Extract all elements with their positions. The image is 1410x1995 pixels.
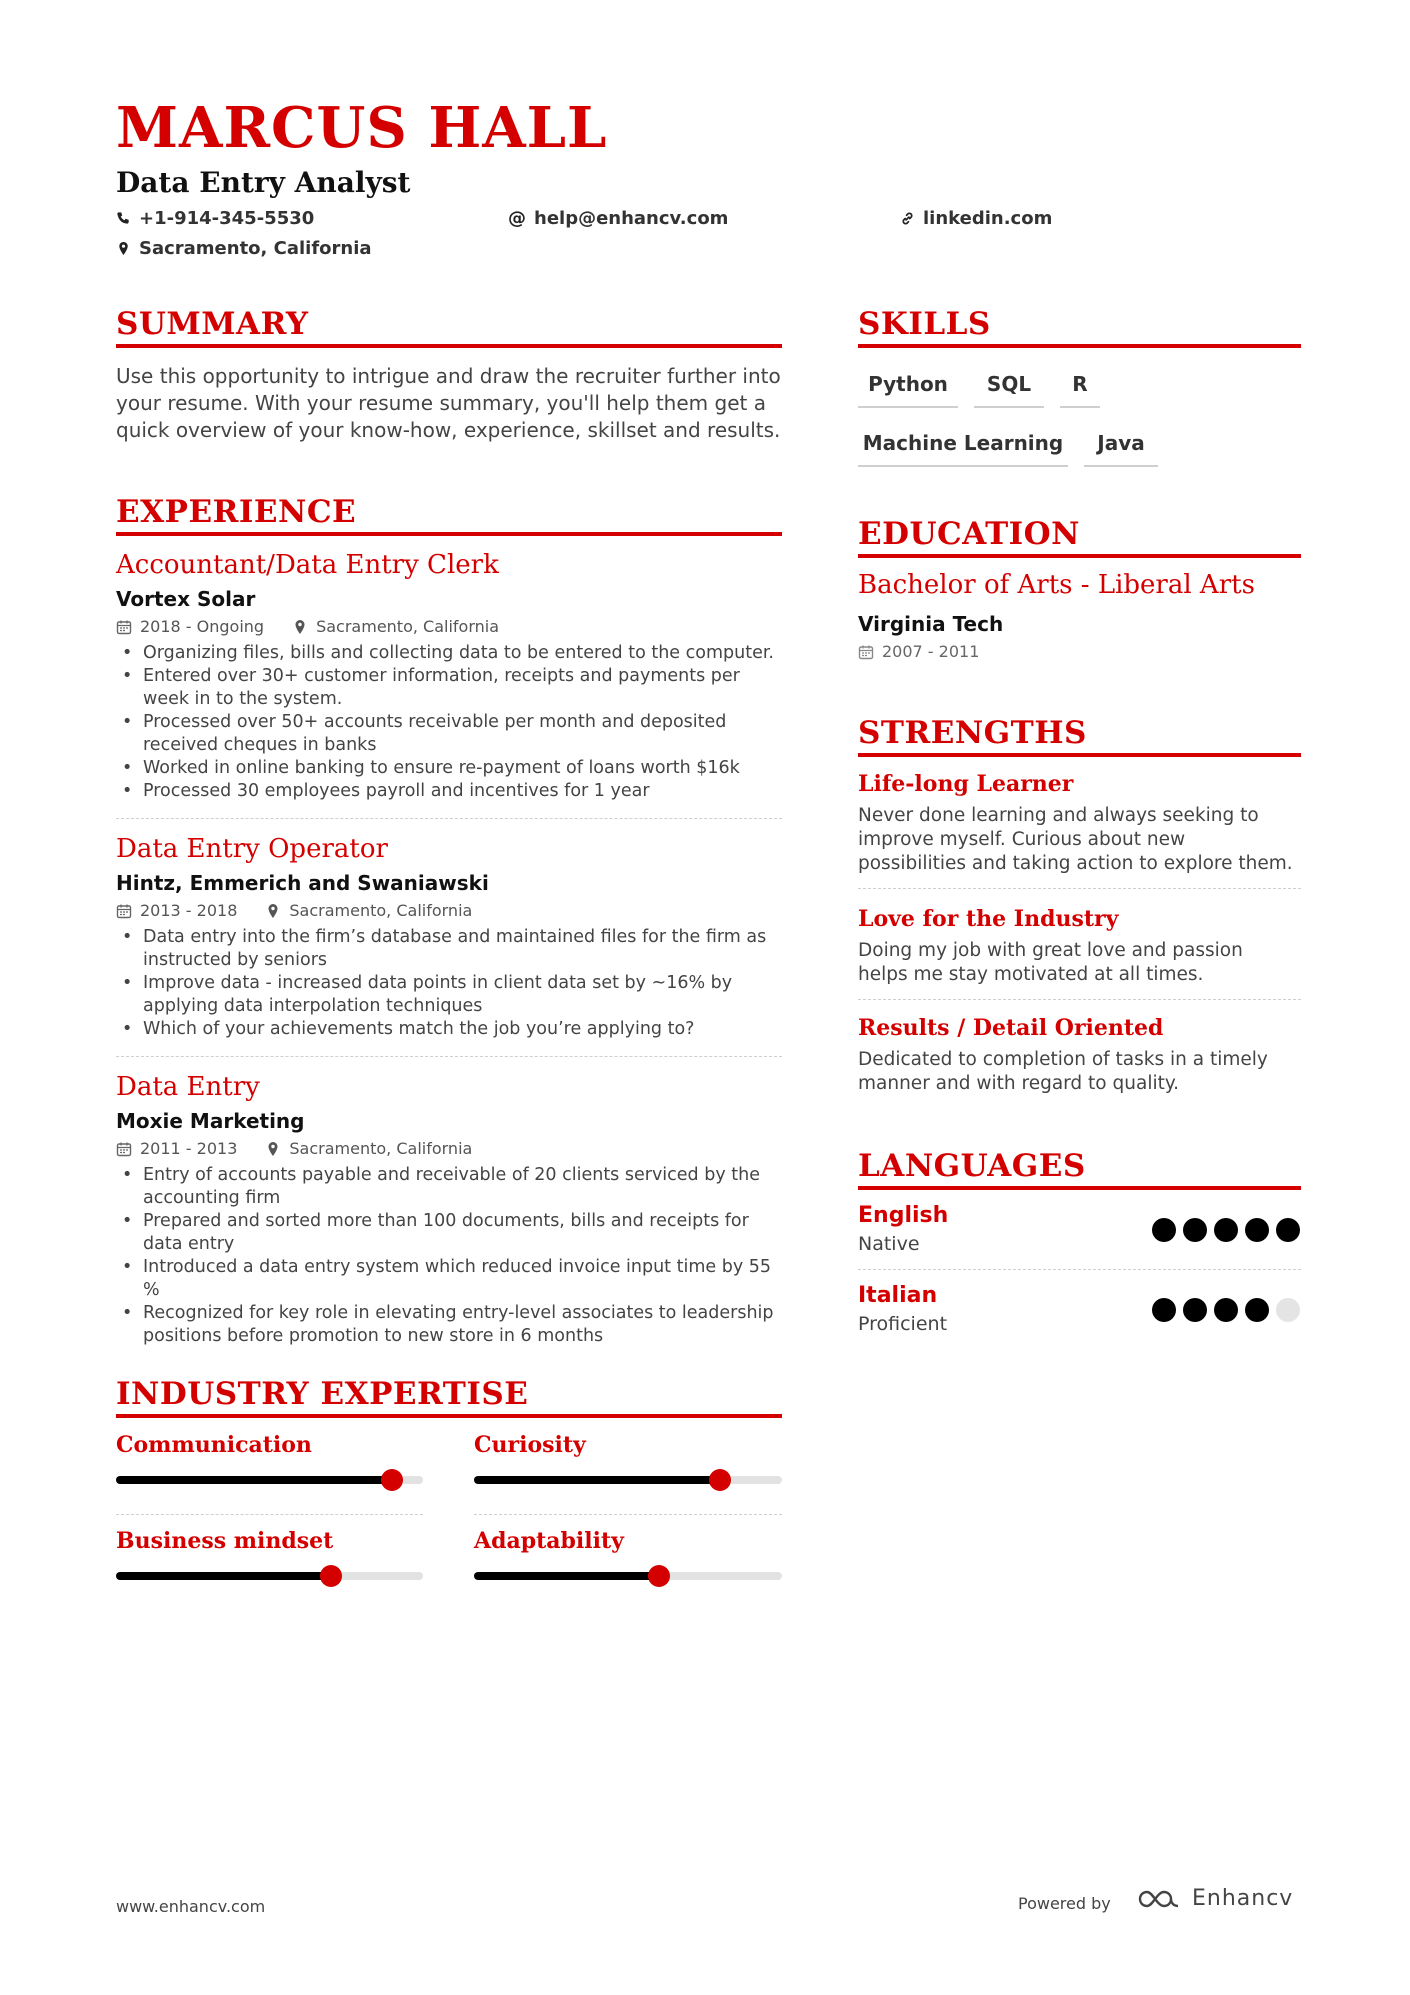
job-dates: 2018 - Ongoing <box>140 617 265 636</box>
job-entry <box>116 832 782 1041</box>
rating-dot-filled <box>1245 1218 1269 1242</box>
education-heading: EDUCATION <box>858 512 1301 558</box>
calendar-icon <box>116 619 132 635</box>
expertise-bar-fill <box>116 1476 392 1484</box>
language-rating <box>1152 1218 1300 1242</box>
list-item: • Improve data - increased data points in client data set by ~16% by applying data interpolation techniques <box>116 972 782 1018</box>
job-company: Moxie Marketing <box>116 1109 305 1133</box>
expertise-bar <box>116 1572 423 1580</box>
list-item: • Data entry into the firm’s database and maintained files for the firm as instructed by seniors <box>116 926 782 972</box>
job-location: Sacramento, California <box>289 1139 473 1158</box>
list-item: • Entered over 30+ customer information, receipts and payments per week in to the system. <box>116 665 782 711</box>
rating-dot-filled <box>1245 1298 1269 1322</box>
job-bullets <box>116 1164 782 1348</box>
expertise-label: Curiosity <box>474 1432 586 1458</box>
expertise-bar <box>474 1572 782 1580</box>
rating-dot-filled <box>1183 1218 1207 1242</box>
rating-dot-filled <box>1276 1218 1300 1242</box>
industry-expertise-heading: INDUSTRY EXPERTISE <box>116 1372 782 1418</box>
education-dates: 2007 - 2011 <box>858 642 979 661</box>
contact-link[interactable] <box>900 208 1052 229</box>
list-item: • Processed 30 employees payroll and incentives for 1 year <box>116 780 782 803</box>
contact-location <box>116 238 372 259</box>
link-icon <box>900 211 915 226</box>
strength-title: Results / Detail Oriented <box>858 1015 1164 1041</box>
footer-powered-by: Powered by <box>1018 1894 1111 1913</box>
list-item: • Prepared and sorted more than 100 documents, bills and receipts for data entry <box>116 1210 782 1256</box>
job-title: Data Entry Operator <box>116 834 388 864</box>
calendar-icon <box>116 903 132 919</box>
list-item: • Organizing files, bills and collecting data to be entered to the computer. <box>116 642 782 665</box>
job-bullets <box>116 926 782 1041</box>
rating-dot-filled <box>1152 1218 1176 1242</box>
contact-phone <box>116 208 314 229</box>
candidate-title: Data Entry Analyst <box>116 166 411 199</box>
location-pin-icon <box>292 619 308 635</box>
divider <box>858 888 1301 889</box>
strength-title: Life-long Learner <box>858 771 1074 797</box>
summary-text: Use this opportunity to intrigue and draw the recruiter further into your resume. With your resume summary, you'll help them get a quick overview of your know-how, experience, skillset and results. <box>116 364 781 442</box>
expertise-label: Adaptability <box>474 1528 624 1554</box>
expertise-bar-knob <box>320 1565 342 1587</box>
strength-description: Doing my job with great love and passion helps me stay motivated at all times. <box>858 940 1243 985</box>
skill-tag: Machine Learning <box>858 431 1068 467</box>
strength-description: Dedicated to completion of tasks in a timely manner and with regard to quality. <box>858 1049 1268 1094</box>
expertise-bar-fill <box>474 1476 720 1484</box>
list-item: • Recognized for key role in elevating entry-level associates to leadership positions before promotion to new store in 6 months <box>116 1302 782 1348</box>
divider <box>116 818 782 819</box>
email-text[interactable]: help@enhancv.com <box>534 208 729 229</box>
expertise-label: Communication <box>116 1432 312 1458</box>
calendar-icon <box>116 1141 132 1157</box>
rating-dot-filled <box>1214 1218 1238 1242</box>
rating-dot-filled <box>1152 1298 1176 1322</box>
expertise-bar-knob <box>648 1565 670 1587</box>
education-school: Virginia Tech <box>858 612 1004 636</box>
job-company: Hintz, Emmerich and Swaniawski <box>116 871 489 895</box>
job-meta <box>116 1138 782 1160</box>
rating-dot-filled <box>1183 1298 1207 1322</box>
location-pin-icon <box>265 1141 281 1157</box>
rating-dot-filled <box>1214 1298 1238 1322</box>
expertise-bar-fill <box>116 1572 331 1580</box>
expertise-bar-fill <box>474 1572 659 1580</box>
skill-tag: Python <box>858 372 958 408</box>
job-meta <box>116 616 782 638</box>
enhancv-logo[interactable] <box>1136 1886 1293 1911</box>
summary-heading: SUMMARY <box>116 302 782 348</box>
expertise-bar-knob <box>709 1469 731 1491</box>
strength-description: Never done learning and always seeking to improve myself. Curious about new possibilities and taking action to explore them. <box>858 805 1293 874</box>
job-entry <box>116 548 782 803</box>
phone-icon <box>116 211 131 226</box>
location-text: Sacramento, California <box>139 238 372 259</box>
candidate-name: MARCUS HALL <box>116 95 608 161</box>
language-level: Proficient <box>858 1313 948 1335</box>
job-entry <box>116 1070 782 1348</box>
education-degree: Bachelor of Arts - Liberal Arts <box>858 570 1255 600</box>
list-item: • Processed over 50+ accounts receivable per month and deposited received cheques in banks <box>116 711 782 757</box>
skills-heading: SKILLS <box>858 302 1301 348</box>
language-name: Italian <box>858 1283 938 1308</box>
location-pin-icon <box>116 241 131 256</box>
list-item: • Entry of accounts payable and receivable of 20 clients serviced by the accounting firm <box>116 1164 782 1210</box>
expertise-bar <box>116 1476 423 1484</box>
list-item: • Which of your achievements match the job you’re applying to? <box>116 1018 782 1041</box>
divider <box>116 1056 782 1057</box>
job-bullets <box>116 642 782 803</box>
contact-email[interactable] <box>508 208 728 229</box>
language-level: Native <box>858 1233 920 1255</box>
job-meta <box>116 900 782 922</box>
skill-tag: SQL <box>974 372 1044 408</box>
link-text[interactable]: linkedin.com <box>923 208 1053 229</box>
skill-tag: Java <box>1084 431 1158 467</box>
languages-heading: LANGUAGES <box>858 1144 1301 1190</box>
job-location: Sacramento, California <box>316 617 500 636</box>
rating-dot-empty <box>1276 1298 1300 1322</box>
language-rating <box>1152 1298 1300 1322</box>
job-title: Data Entry <box>116 1072 260 1102</box>
strength-title: Love for the Industry <box>858 906 1119 932</box>
strengths-heading: STRENGTHS <box>858 711 1301 757</box>
enhancv-logo-text: Enhancv <box>1192 1886 1294 1911</box>
job-dates: 2013 - 2018 <box>140 901 238 920</box>
list-item: • Worked in online banking to ensure re-payment of loans worth $16k <box>116 757 782 780</box>
divider <box>858 999 1301 1000</box>
expertise-label: Business mindset <box>116 1528 334 1554</box>
job-location: Sacramento, California <box>289 901 473 920</box>
enhancv-logo-icon <box>1136 1887 1182 1911</box>
job-dates: 2011 - 2013 <box>140 1139 238 1158</box>
expertise-bar-knob <box>381 1469 403 1491</box>
experience-heading: EXPERIENCE <box>116 490 782 536</box>
job-company: Vortex Solar <box>116 587 256 611</box>
skill-tag: R <box>1060 372 1100 408</box>
divider <box>474 1514 782 1515</box>
expertise-bar <box>474 1476 782 1484</box>
location-pin-icon <box>265 903 281 919</box>
phone-text: +1-914-345-5530 <box>139 208 315 229</box>
divider <box>858 1269 1301 1270</box>
language-name: English <box>858 1203 949 1228</box>
job-title: Accountant/Data Entry Clerk <box>116 550 499 580</box>
calendar-icon <box>858 644 874 660</box>
divider <box>116 1514 423 1515</box>
at-icon: @ <box>508 208 526 229</box>
footer-url[interactable]: www.enhancv.com <box>116 1897 266 1916</box>
list-item: • Introduced a data entry system which reduced invoice input time by 55 % <box>116 1256 782 1302</box>
